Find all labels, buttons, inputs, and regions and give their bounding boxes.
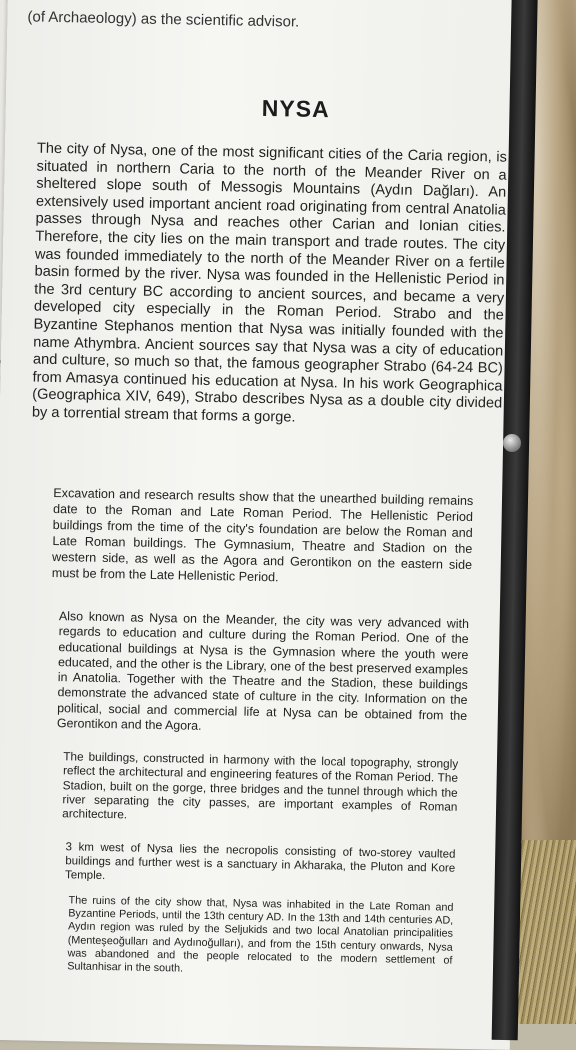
bolt-icon (503, 434, 521, 452)
paragraph-excavation: Excavation and research results show that the unearthed building remains date to the Roman and Late Roman Period. The Hellenistic Period buildings from the time of the city's foundation are below the Roman and Late Roman buildings. The Gymnasium, Theatre and Stadion on the western side, as well as the Agora and Gerontikon on the eastern side must be from the Late Hellenistic Period. (51, 485, 474, 585)
paragraph-architecture: The buildings, constructed in harmony with the local topography, strongly reflect the architectural and engineering features of the Roman Period. The Stadion, built on the gorge, three bridges and the tunnel through which the river separating the city passes, are important examples of Roman architecture. (62, 749, 459, 822)
paragraph-intro: The city of Nysa, one of the most significant cities of the Caria region, is situated in northern Caria to the north of the Meander River on a sheltered slope south of Messogis Mountains (Aydın Dağları). An extensively used important ancient road originating from central Anatolia passes through Nysa and reaches other Carian and Ionian cities. Therefore, the city lies on the main transport and trade routes. The city was founded immediately to the north of the Meander River on a fertile basin formed by the river. Nysa was founded in the Hellenistic Period in the 3rd century BC according to ancient sources, and became a very developed city especially in the Roman Period. Strabo and the Byzantine Stephanos mention that Nysa was initially founded with the name Athymbra. Ancient sources say that Nysa was a city of education and culture, so much so that, the famous geographer Strabo (64-24 BC) from Amasya continued his education at Nysa. In his work Geographica (Geographica XIV, 649), Strabo describes Nysa as a double city divided by a torrential stream that forms a gorge. (31, 140, 508, 426)
paragraph-necropolis: 3 km west of Nysa lies the necropolis consisting of two-storey vaulted buildings and further west is a sanctuary in Akharaka, the Pluton and Kore Temple. (64, 841, 456, 882)
top-line: (of Archaeology) as the scientific advisor. (27, 8, 300, 31)
paragraph-education: Also known as Nysa on the Meander, the city was very advanced with regards to education and culture during the Roman Period. One of the educational buildings at Nysa is the Gymnasion where the youth were educated, and the other is the Library, one of the best preserved examples in Anatolia. Together with the Theatre and the Stadion, these buildings demonstrate the advanced state of culture in the city. Information on the political, social and commercial life at Nysa can be obtained from the Gerontikon and the Agora. (56, 609, 470, 733)
paragraph-history: The ruins of the city show that, Nysa was inhabited in the Late Roman and Byzantine Periods, until the 13th century AD. In the 13th and 14th centuries AD, Aydın region was ruled by the Seljukids and two local Anatolian principalities (Menteşeoğulları and Aydınoğulları), and from the 15th century onwards, Nysa was abandoned and the people relocated to the modern settlement of Sultanhisar in the south. (67, 894, 454, 975)
sign-title: NYSA (261, 94, 330, 123)
